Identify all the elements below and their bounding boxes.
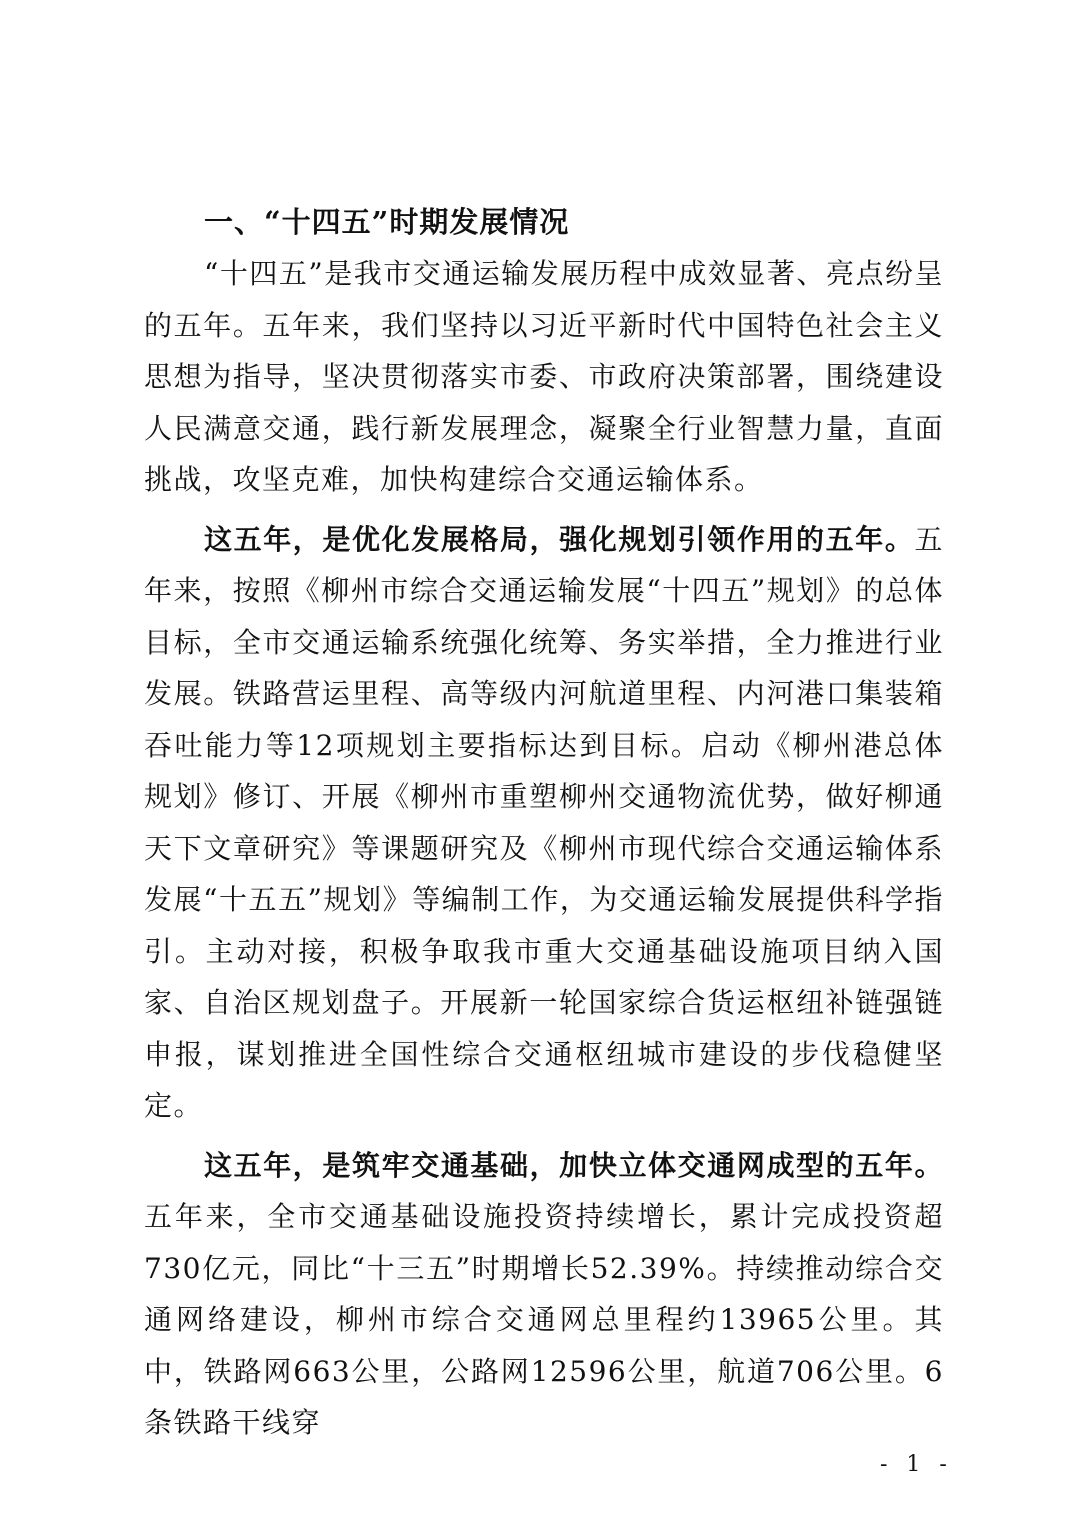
paragraph-planning: [144, 514, 944, 1132]
paragraph-infrastructure: [144, 1140, 944, 1449]
paragraph-text: 五年来，按照《柳州市综合交通运输发展“十四五”规划》的总体目标，全市交通运输系统强化统筹、务实举措，全力推进行业发展。铁路营运里程、高等级内河航道里程、内河港口集装箱吞吐能力等12项规划主要指标达到目标。启动《柳州港总体规划》修订、开展《柳州市重塑柳州交通物流优势，做好柳通天下文章研究》等课题研究及《柳州市现代综合交通运输体系发展“十五五”规划》等编制工作，为交通运输发展提供科学指引。主动对接，积极争取我市重大交通基础设施项目纳入国家、自治区规划盘子。开展新一轮国家综合货运枢纽补链强链申报，谋划推进全国性综合交通枢纽城市建设的步伐稳健坚定。: [144, 522, 944, 1122]
document-body: [144, 196, 944, 1449]
paragraph-text: “十四五”是我市交通运输发展历程中成效显著、亮点纷呈的五年。五年来，我们坚持以习近平新时代中国特色社会主义思想为指导，坚决贯彻落实市委、市政府决策部署，围绕建设人民满意交通，践行新发展理念，凝聚全行业智慧力量，直面挑战，攻坚克难，加快构建综合交通运输体系。: [144, 257, 944, 496]
paragraph-lead: 这五年，是筑牢交通基础，加快立体交通网成型的五年。: [204, 1148, 944, 1182]
paragraph-text: 五年来，全市交通基础设施投资持续增长，累计完成投资超730亿元，同比“十三五”时期增长52.39%。持续推动综合交通网络建设，柳州市综合交通网总里程约13965公里。其中，铁路网663公里，公路网12596公里，航道706公里。6条铁路干线穿: [144, 1200, 944, 1439]
section-heading: 一、“十四五”时期发展情况: [204, 205, 570, 239]
paragraph-lead: 这五年，是优化发展格局，强化规划引领作用的五年。: [204, 522, 915, 556]
paragraph-intro: [144, 248, 944, 506]
page-number: - 1 -: [880, 1452, 953, 1477]
